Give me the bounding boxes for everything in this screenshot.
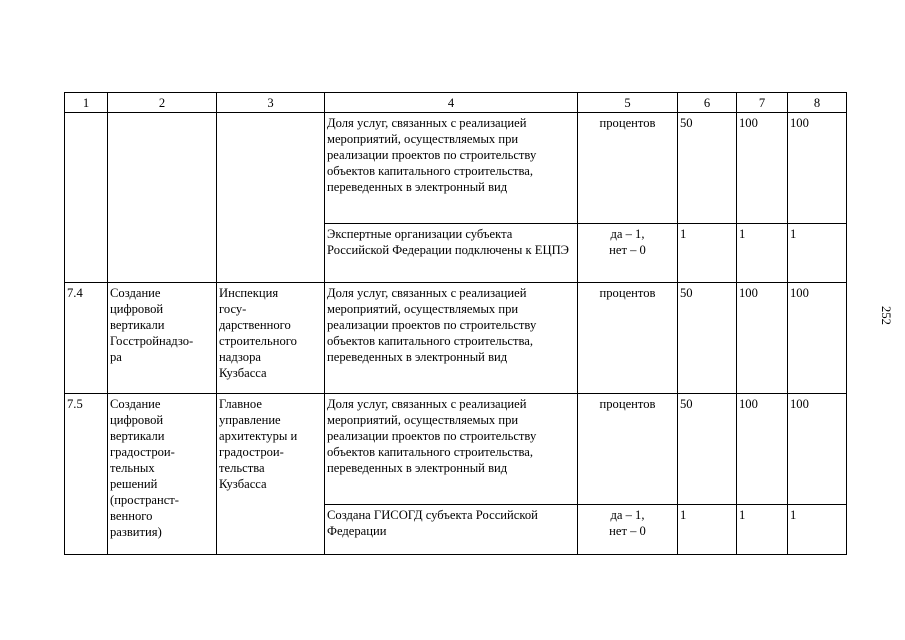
value-cell-7: 100 bbox=[737, 113, 788, 224]
indicator-cell: Доля услуг, связанных с реализацией мероприятий, осуществляемых при реализации проектов по строительству объектов капитального строительства, переведенных в электронный вид bbox=[325, 113, 578, 224]
header-cell-2: 2 bbox=[108, 93, 217, 113]
activity-name-cell: Создание цифровой вертикали Госстройнадзо- ра bbox=[108, 283, 217, 394]
executor-cell bbox=[217, 113, 325, 283]
value-cell-8: 1 bbox=[788, 224, 847, 283]
table-row bbox=[65, 394, 847, 505]
value-cell-6: 1 bbox=[678, 224, 737, 283]
indicator-cell: Доля услуг, связанных с реализацией мероприятий, осуществляемых при реализации проектов по строительству объектов капитального строительства, переведенных в электронный вид bbox=[325, 394, 578, 505]
unit-cell: процентов bbox=[578, 113, 678, 224]
value-cell-8: 100 bbox=[788, 283, 847, 394]
indicator-cell: Доля услуг, связанных с реализацией мероприятий, осуществляемых при реализации проектов по строительству объектов капитального строительства, переведенных в электронный вид bbox=[325, 283, 578, 394]
unit-cell: процентов bbox=[578, 394, 678, 505]
unit-cell: да – 1, нет – 0 bbox=[578, 224, 678, 283]
table-row bbox=[65, 283, 847, 394]
table-header-row bbox=[65, 93, 847, 113]
indicator-cell: Создана ГИСОГД субъекта Российской Федерации bbox=[325, 505, 578, 555]
table-row bbox=[65, 113, 847, 224]
page-number: 252 bbox=[878, 306, 893, 325]
value-cell-8: 1 bbox=[788, 505, 847, 555]
value-cell-6: 50 bbox=[678, 113, 737, 224]
executor-cell: Главное управление архитектуры и градострои- тельства Кузбасса bbox=[217, 394, 325, 555]
header-cell-5: 5 bbox=[578, 93, 678, 113]
value-cell-6: 1 bbox=[678, 505, 737, 555]
value-cell-7: 1 bbox=[737, 224, 788, 283]
header-cell-3: 3 bbox=[217, 93, 325, 113]
header-cell-8: 8 bbox=[788, 93, 847, 113]
row-number-cell: 7.4 bbox=[65, 283, 108, 394]
row-number-cell bbox=[65, 113, 108, 283]
value-cell-6: 50 bbox=[678, 394, 737, 505]
header-cell-6: 6 bbox=[678, 93, 737, 113]
executor-cell: Инспекция госу- дарственного строительного надзора Кузбасса bbox=[217, 283, 325, 394]
value-cell-8: 100 bbox=[788, 113, 847, 224]
row-number-cell: 7.5 bbox=[65, 394, 108, 555]
value-cell-6: 50 bbox=[678, 283, 737, 394]
indicator-cell: Экспертные организации субъекта Российской Федерации подключены к ЕЦПЭ bbox=[325, 224, 578, 283]
value-cell-7: 100 bbox=[737, 283, 788, 394]
unit-cell: да – 1, нет – 0 bbox=[578, 505, 678, 555]
header-cell-4: 4 bbox=[325, 93, 578, 113]
activity-name-cell: Создание цифровой вертикали градострои- тельных решений (пространст- венного развития) bbox=[108, 394, 217, 555]
value-cell-7: 1 bbox=[737, 505, 788, 555]
value-cell-8: 100 bbox=[788, 394, 847, 505]
value-cell-7: 100 bbox=[737, 394, 788, 505]
document-table bbox=[64, 92, 847, 555]
activity-name-cell bbox=[108, 113, 217, 283]
header-cell-1: 1 bbox=[65, 93, 108, 113]
header-cell-7: 7 bbox=[737, 93, 788, 113]
unit-cell: процентов bbox=[578, 283, 678, 394]
